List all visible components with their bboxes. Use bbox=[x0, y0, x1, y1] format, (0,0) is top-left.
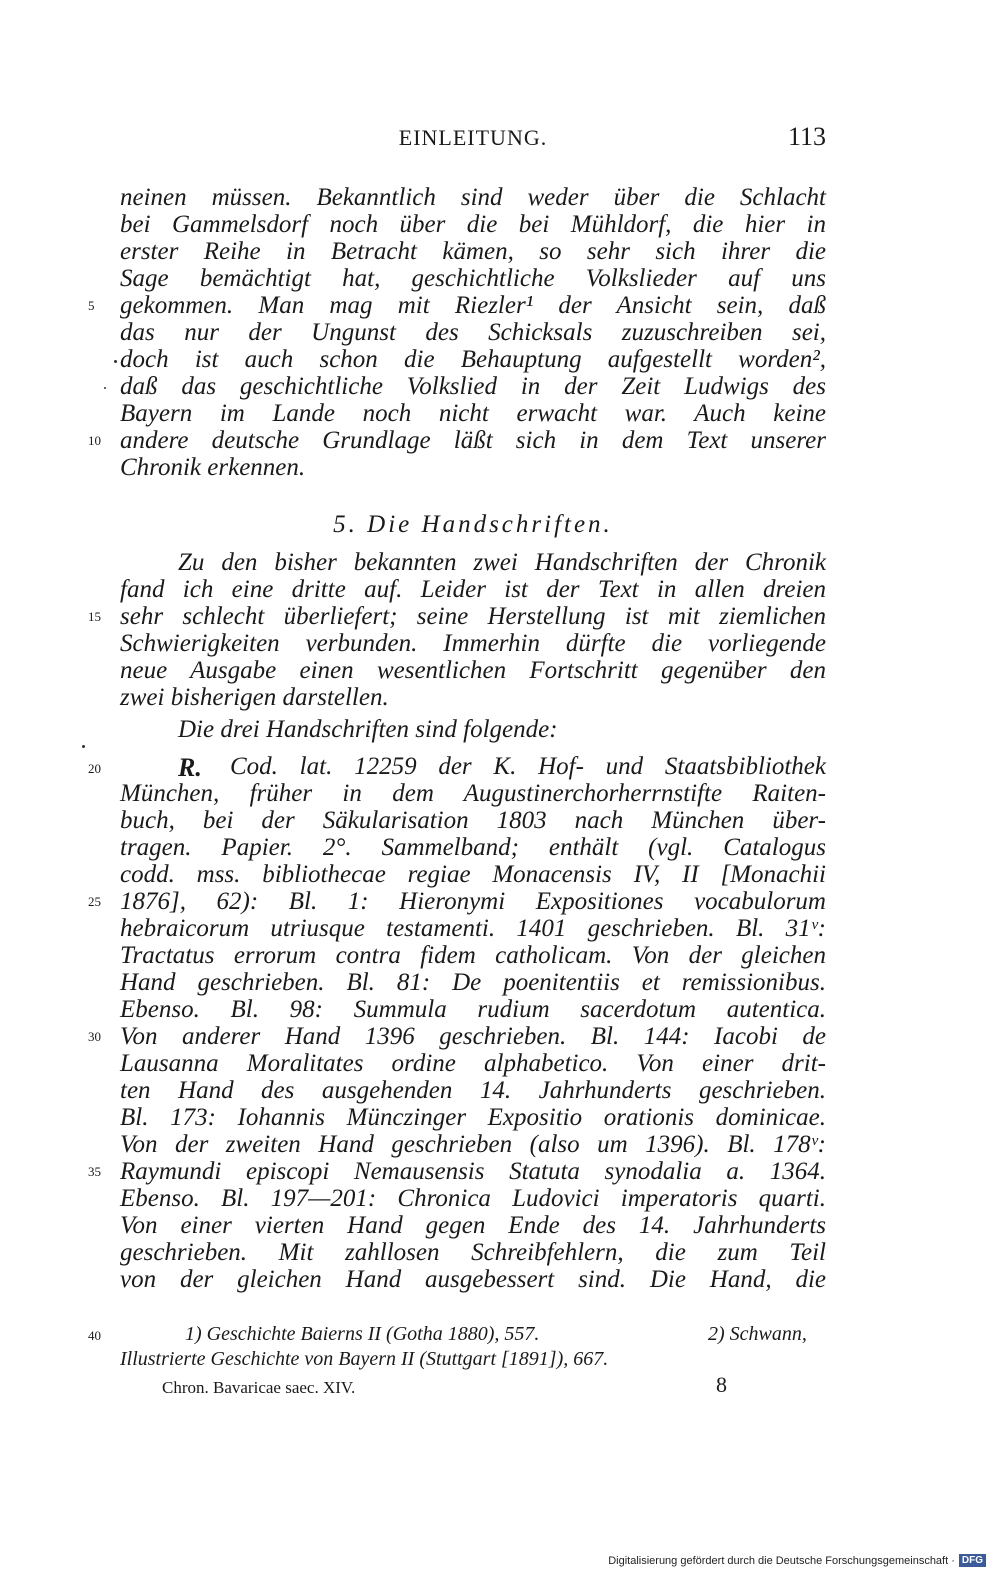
footnote-2-start: 2) Schwann, bbox=[708, 1323, 807, 1345]
text-line: Bl. 173: Iohannis Münczinger Expositio orationis dominicae. bbox=[120, 1104, 826, 1131]
footnote-1: 1) Geschichte Baierns II (Gotha 1880), 557. bbox=[185, 1323, 540, 1345]
page-number: 113 bbox=[787, 122, 826, 151]
line-number: 5 bbox=[88, 298, 95, 313]
line-number: 20 bbox=[88, 761, 101, 776]
text-line: Tractatus errorum contra fidem catholicam. Von der gleichen bbox=[120, 942, 826, 969]
line-number: 10 bbox=[88, 433, 101, 448]
text-line: sehr schlecht überliefert; seine Herstellung ist mit ziemlichen bbox=[120, 603, 826, 630]
line-number: 35 bbox=[88, 1164, 101, 1179]
text-line: das nur der Ungunst des Schicksals zuzuschreiben sei, bbox=[120, 319, 826, 346]
text-line: Schwierigkeiten verbunden. Immerhin dürfte die vorliegende bbox=[120, 630, 826, 657]
text-line: Raymundi episcopi Nemausensis Statuta synodalia a. 1364. bbox=[120, 1158, 826, 1185]
page-header bbox=[120, 122, 826, 158]
text-line: Von anderer Hand 1396 geschrieben. Bl. 144: Iacobi de bbox=[120, 1023, 826, 1050]
scan-speck bbox=[104, 387, 106, 389]
text-line: zwei bisherigen darstellen. bbox=[120, 684, 389, 711]
digitization-banner bbox=[608, 1554, 986, 1567]
section-heading: 5. Die Handschriften. bbox=[333, 511, 613, 538]
line-number: 40 bbox=[88, 1328, 101, 1343]
line-number: 30 bbox=[88, 1029, 101, 1044]
text-line: bei Gammelsdorf noch über die bei Mühldorf, die hier in bbox=[120, 211, 826, 238]
text-line: Chronik erkennen. bbox=[120, 454, 306, 481]
text-line: Die drei Handschriften sind folgende: bbox=[178, 716, 558, 743]
text-line: gekommen. Man mag mit Riezler¹ der Ansicht sein, daß bbox=[120, 292, 826, 319]
scan-speck bbox=[114, 360, 117, 363]
banner-text: Digitalisierung gefördert durch die Deutsche Forschungsgemeinschaft · bbox=[608, 1554, 955, 1567]
text-line: codd. mss. bibliothecae regiae Monacensis IV, II [Monachii bbox=[120, 861, 826, 888]
text-line: ten Hand des ausgehenden 14. Jahrhunderts geschrieben. bbox=[120, 1077, 826, 1104]
text-line: Lausanna Moralitates ordine alphabetico. Von einer drit- bbox=[120, 1050, 826, 1077]
text-line: neue Ausgabe einen wesentlichen Fortschritt gegenüber den bbox=[120, 657, 826, 684]
text-line: Sage bemächtigt hat, geschichtliche Volkslieder auf uns bbox=[120, 265, 826, 292]
text-line: tragen. Papier. 2°. Sammelband; enthält (vgl. Catalogus bbox=[120, 834, 826, 861]
line-number: 15 bbox=[88, 609, 101, 624]
text-line: Bayern im Lande noch nicht erwacht war. Auch keine bbox=[120, 400, 826, 427]
running-title: EINLEITUNG. bbox=[398, 125, 548, 150]
text-line: doch ist auch schon die Behauptung aufgestellt worden², bbox=[120, 346, 826, 373]
text-line: hebraicorum utriusque testamenti. 1401 geschrieben. Bl. 31ᵛ: bbox=[120, 915, 826, 942]
text-line: München, früher in dem Augustinerchorherrnstifte Raiten- bbox=[120, 780, 826, 807]
text-line: erster Reihe in Betracht kämen, so sehr sich ihrer die bbox=[120, 238, 826, 265]
text-line: fand ich eine dritte auf. Leider ist der Text in allen dreien bbox=[120, 576, 826, 603]
signature-number: 8 bbox=[716, 1372, 727, 1397]
text-line: Ebenso. Bl. 197—201: Chronica Ludovici imperatoris quarti. bbox=[120, 1185, 826, 1212]
text-line: Cod. lat. 12259 der K. Hof- und Staatsbibliothek bbox=[230, 753, 826, 780]
dfg-logo-icon: DFG bbox=[959, 1554, 986, 1567]
text-line: andere deutsche Grundlage läßt sich in dem Text unserer bbox=[120, 427, 826, 454]
scan-speck bbox=[82, 745, 85, 748]
line-number: 25 bbox=[88, 894, 101, 909]
signature-label: Chron. Bavaricae saec. XIV. bbox=[162, 1378, 356, 1397]
text-line: Zu den bisher bekannten zwei Handschriften der Chronik bbox=[178, 549, 826, 576]
footnote-2-cont: Illustrierte Geschichte von Bayern II (Stuttgart [1891]), 667. bbox=[120, 1348, 609, 1370]
text-line: daß das geschichtliche Volkslied in der Zeit Ludwigs des bbox=[120, 373, 826, 400]
manuscript-siglum: R. bbox=[178, 753, 202, 782]
text-line: Von einer vierten Hand gegen Ende des 14. Jahrhunderts bbox=[120, 1212, 826, 1239]
text-line: buch, bei der Säkularisation 1803 nach München über- bbox=[120, 807, 826, 834]
text-line: Hand geschrieben. Bl. 81: De poenitentiis et remissionibus. bbox=[120, 969, 826, 996]
text-line: Ebenso. Bl. 98: Summula rudium sacerdotum autentica. bbox=[120, 996, 826, 1023]
text-line: neinen müssen. Bekanntlich sind weder über die Schlacht bbox=[120, 184, 826, 211]
text-line: geschrieben. Mit zahllosen Schreibfehlern, die zum Teil bbox=[120, 1239, 826, 1266]
text-line: 1876], 62): Bl. 1: Hieronymi Expositiones vocabulorum bbox=[120, 888, 826, 915]
text-line: von der gleichen Hand ausgebessert sind. Die Hand, die bbox=[120, 1266, 826, 1293]
text-line: Von der zweiten Hand geschrieben (also um 1396). Bl. 178ᵛ: bbox=[120, 1131, 826, 1158]
